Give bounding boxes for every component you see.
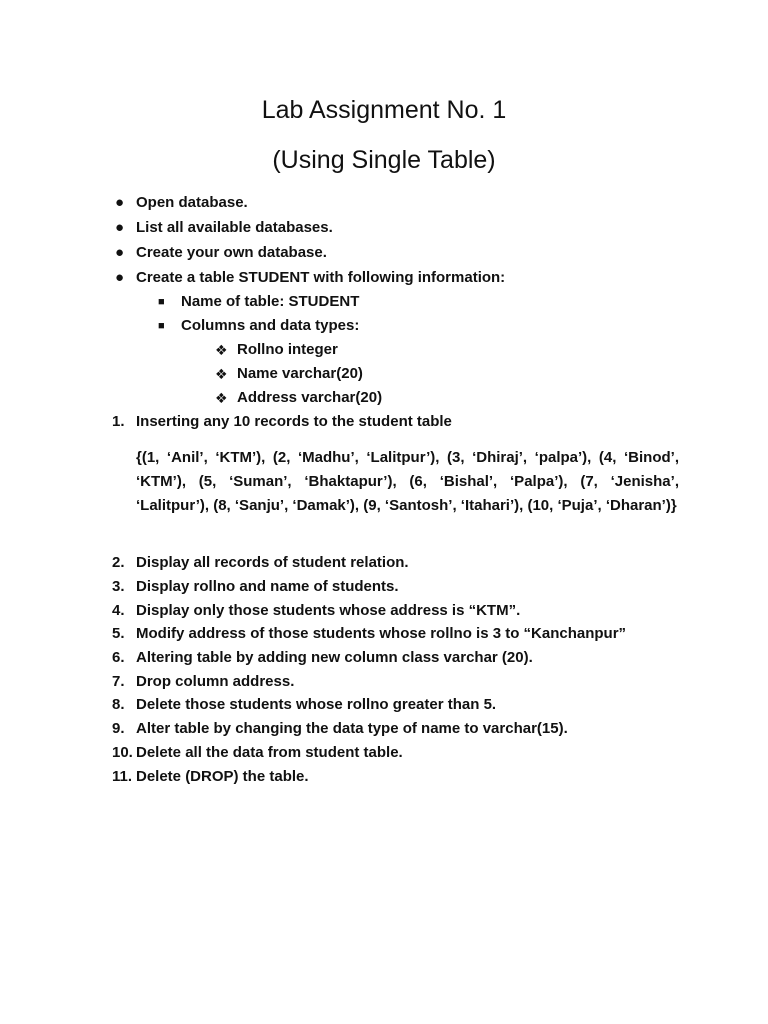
square-bullet-icon: ■ <box>158 296 165 308</box>
item-number: 5. <box>112 625 125 642</box>
diamond-bullet-icon: ❖ <box>215 342 228 358</box>
bullet-item: Create a table STUDENT with following information: <box>136 269 506 286</box>
page-title: Lab Assignment No. 1 <box>261 96 507 124</box>
item-text: Display all records of student relation. <box>136 554 409 571</box>
item-number: 10. <box>112 744 133 761</box>
item-number: 6. <box>112 649 125 666</box>
sub-bullet-item: Name of table: STUDENT <box>181 293 360 310</box>
item-text: Delete those students whose rollno greater than 5. <box>136 696 497 713</box>
item-number: 8. <box>112 696 125 713</box>
item-text: Inserting any 10 records to the student table <box>136 413 452 430</box>
bullet-icon: ● <box>115 194 125 211</box>
diamond-bullet-icon: ❖ <box>215 390 228 406</box>
bullet-item: Create your own database. <box>136 244 327 261</box>
item-number: 2. <box>112 554 125 571</box>
bullet-icon: ● <box>115 269 125 286</box>
item-text: Modify address of those students whose rollno is 3 to “Kanchanpur” <box>136 625 627 642</box>
item-text: Display rollno and name of students. <box>136 578 399 595</box>
item-text: Drop column address. <box>136 673 295 690</box>
item-text: Display only those students whose address is “KTM”. <box>136 602 521 619</box>
item-number: 3. <box>112 578 125 595</box>
sub-bullet-item: Columns and data types: <box>181 317 360 334</box>
column-item: Rollno integer <box>237 341 338 358</box>
diamond-bullet-icon: ❖ <box>215 366 228 382</box>
bullet-item: Open database. <box>136 194 248 211</box>
bullet-item: List all available databases. <box>136 219 333 236</box>
item-number: 1. <box>112 413 125 430</box>
bullet-icon: ● <box>115 219 125 236</box>
page-subtitle: (Using Single Table) <box>272 146 496 174</box>
column-item: Name varchar(20) <box>237 365 363 382</box>
item-number: 9. <box>112 720 125 737</box>
item-text: Alter table by changing the data type of name to varchar(15). <box>136 720 568 737</box>
item-number: 11. <box>112 768 133 785</box>
item-text: Delete all the data from student table. <box>136 744 403 761</box>
square-bullet-icon: ■ <box>158 320 165 332</box>
records-paragraph: {(1, ‘Anil’, ‘KTM’), (2, ‘Madhu’, ‘Lalitpur’), (3, ‘Dhiraj’, ‘palpa’), (4, ‘Binod’, ‘KTM’), (5, ‘Suman’, ‘Bhaktapur’), (6, ‘Bishal’, ‘Palpa’), (7, ‘Jenisha’, ‘Lalitpur’), (8, ‘Sanju’, ‘Damak’), (9, ‘Santosh’, ‘Itahari’), (10, ‘Puja’, ‘Dharan’)} <box>136 449 679 514</box>
item-number: 7. <box>112 673 125 690</box>
column-item: Address varchar(20) <box>237 389 383 406</box>
item-text: Altering table by adding new column class varchar (20). <box>136 649 533 666</box>
bullet-icon: ● <box>115 244 125 261</box>
item-text: Delete (DROP) the table. <box>136 768 309 785</box>
item-number: 4. <box>112 602 125 619</box>
